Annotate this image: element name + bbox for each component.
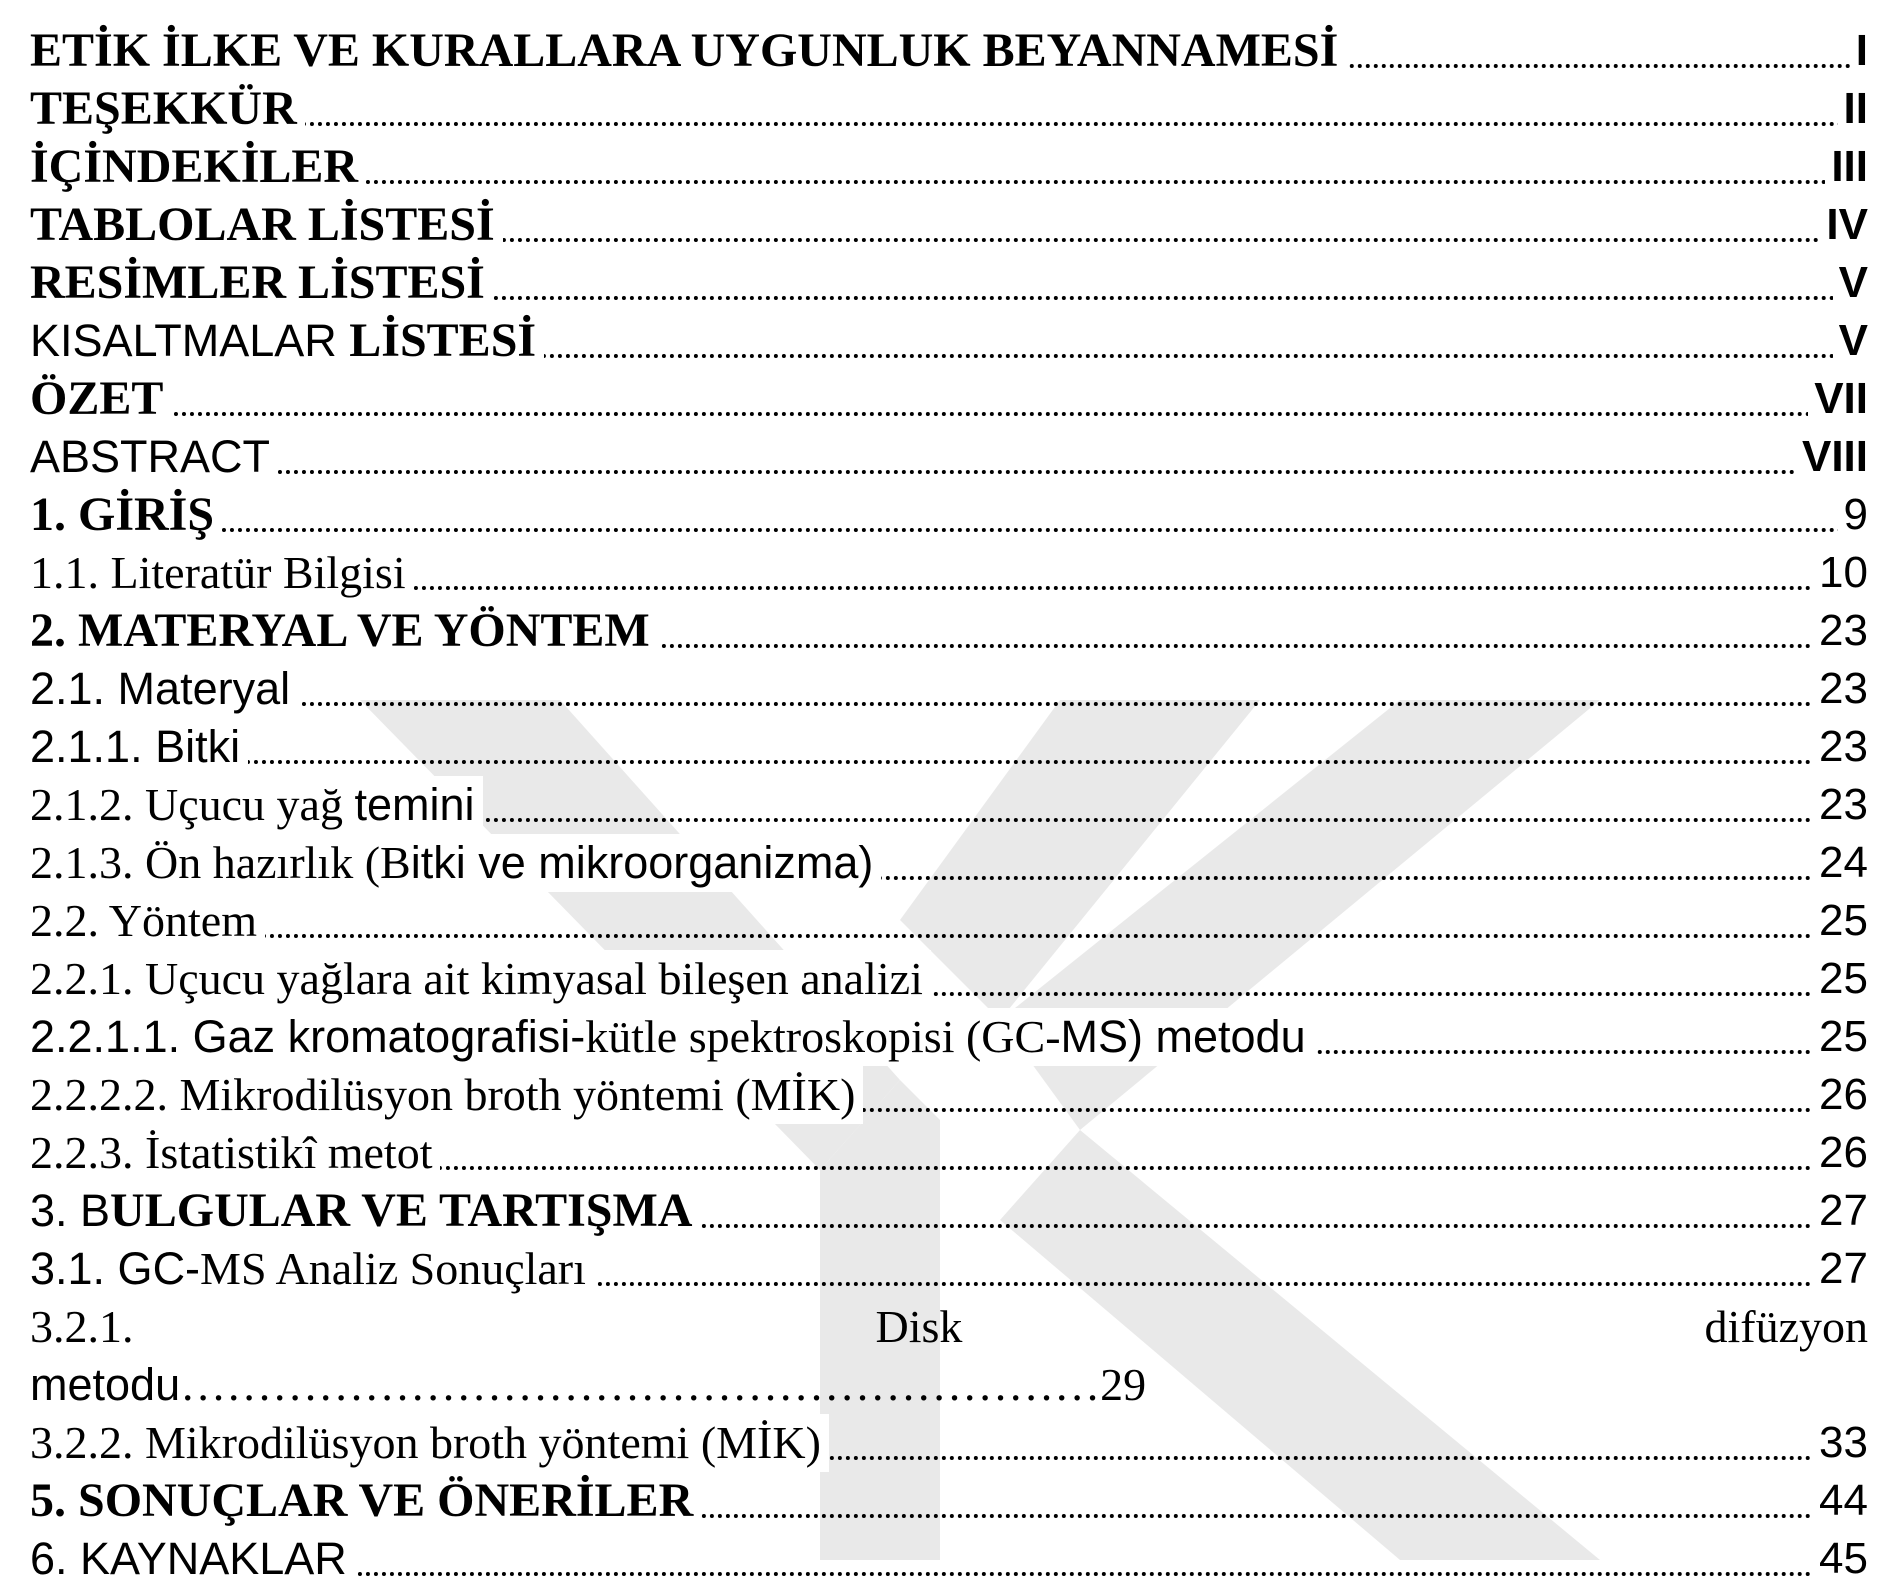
toc-entry-page: 25: [1813, 950, 1868, 1008]
leader-dots: [30, 934, 1868, 938]
toc-entry-title: 2.2.1. Uçucu yağlara ait kimyasal bileşen analizi: [30, 950, 931, 1008]
toc-entry-title: 6. KAYNAKLAR: [30, 1530, 355, 1588]
toc-entry-title: [30, 834, 881, 892]
toc-entry-title: ABSTRACT: [30, 428, 278, 486]
toc-entry-page: 33: [1813, 1414, 1868, 1472]
toc-entry-title: 2.1.1. Bitki: [30, 718, 248, 776]
toc-entry[interactable]: [30, 80, 1868, 138]
toc-entry-page: VII: [1808, 370, 1868, 428]
toc-entry-title: 1. GİRİŞ: [30, 486, 222, 544]
toc-entry-title-part: MS) metodu: [1060, 1011, 1306, 1062]
toc-entry[interactable]: [30, 1414, 1868, 1472]
leader-dots: [30, 528, 1868, 532]
toc-entry-title: 2.2.3. İstatistikî metot: [30, 1124, 440, 1182]
toc-entry-title: 5. SONUÇLAR VE ÖNERİLER: [30, 1472, 701, 1530]
toc-entry-title-part: 3.1. GC-: [30, 1243, 201, 1294]
toc-entry-leader-page: ……………………………………………………29: [180, 1359, 1147, 1410]
toc-entry-page: 25: [1813, 892, 1868, 950]
toc-entry-title: 2.1. Materyal: [30, 660, 298, 718]
toc-entry[interactable]: [30, 1008, 1868, 1066]
toc-entry-title-part: ULGULAR VE TARTIŞMA: [110, 1184, 693, 1237]
toc-entry-title-part: 2.2.1.1. Gaz kromatografisi-: [30, 1011, 586, 1062]
toc-entry-page: 24: [1813, 834, 1868, 892]
toc-entry-page: V: [1833, 254, 1868, 312]
toc-entry-title-part: 2.1.2. Uçucu yağ: [30, 779, 355, 830]
leader-dots: [30, 760, 1868, 764]
toc-entry-title-part: KISALTMALAR: [30, 315, 350, 366]
toc-entry-title-part: 3. B: [30, 1185, 111, 1236]
toc-entry-number: 3.2.1.: [30, 1301, 134, 1352]
toc-entry-title-part: MS Analiz Sonuçları: [200, 1243, 586, 1294]
table-of-contents: [30, 22, 1868, 1588]
toc-entry-title: [30, 312, 544, 370]
toc-entry-page: 9: [1838, 486, 1868, 544]
toc-entry-title: 1.1. Literatür Bilgisi: [30, 544, 414, 602]
toc-entry-page: 25: [1813, 1008, 1868, 1066]
toc-entry-continuation[interactable]: [30, 1356, 1868, 1414]
leader-dots: [30, 412, 1868, 416]
toc-entry-title: [30, 1240, 594, 1298]
toc-entry-title: 2. MATERYAL VE YÖNTEM: [30, 602, 658, 660]
toc-entry[interactable]: [30, 370, 1868, 428]
toc-entry[interactable]: [30, 486, 1868, 544]
toc-entry-page: III: [1825, 138, 1868, 196]
toc-entry[interactable]: [30, 428, 1868, 486]
toc-entry-page: 10: [1813, 544, 1868, 602]
toc-entry-page: 27: [1813, 1240, 1868, 1298]
toc-entry-title: TEŞEKKÜR: [30, 80, 305, 138]
toc-entry[interactable]: [30, 892, 1868, 950]
toc-entry[interactable]: [30, 950, 1868, 1008]
toc-entry-word: metodu: [30, 1359, 181, 1410]
toc-entry[interactable]: [30, 602, 1868, 660]
toc-entry[interactable]: [30, 660, 1868, 718]
toc-entry-title-part: LİSTESİ: [349, 314, 537, 367]
toc-entry[interactable]: [30, 254, 1868, 312]
toc-entry-page: 27: [1813, 1182, 1868, 1240]
toc-entry-page: 23: [1813, 660, 1868, 718]
toc-entry-page: 45: [1813, 1530, 1868, 1588]
toc-entry-title: ETİK İLKE VE KURALLARA UYGUNLUK BEYANNAMESİ: [30, 22, 1346, 80]
toc-entry-page: II: [1838, 80, 1868, 138]
toc-entry[interactable]: [30, 834, 1868, 892]
toc-entry-page: 26: [1813, 1066, 1868, 1124]
toc-entry-title: ÖZET: [30, 370, 171, 428]
toc-entry-justified[interactable]: [30, 1298, 1868, 1356]
toc-entry[interactable]: [30, 544, 1868, 602]
leader-dots: [30, 122, 1868, 126]
toc-entry[interactable]: [30, 776, 1868, 834]
toc-entry[interactable]: [30, 1182, 1868, 1240]
toc-entry-title: 3.2.2. Mikrodilüsyon broth yöntemi (MİK): [30, 1414, 829, 1472]
toc-entry-page: 23: [1813, 602, 1868, 660]
toc-entry-page: VIII: [1796, 428, 1868, 486]
toc-entry-title: İÇİNDEKİLER: [30, 138, 366, 196]
toc-entry[interactable]: [30, 718, 1868, 776]
toc-entry-page: V: [1833, 312, 1868, 370]
toc-entry-word: Disk: [875, 1301, 963, 1352]
toc-entry[interactable]: [30, 138, 1868, 196]
toc-entry-page: I: [1850, 22, 1868, 80]
toc-entry-title-part: itki ve mikroorganizma): [410, 837, 874, 888]
leader-dots: [30, 702, 1868, 706]
toc-entry-title: RESİMLER LİSTESİ: [30, 254, 493, 312]
toc-entry-page: IV: [1820, 196, 1868, 254]
toc-entry-title: 2.2.2.2. Mikrodilüsyon broth yöntemi (MİK): [30, 1066, 863, 1124]
toc-entry-title: TABLOLAR LİSTESİ: [30, 196, 503, 254]
toc-entry-page: 44: [1813, 1472, 1868, 1530]
toc-entry-title: [30, 776, 483, 834]
toc-entry-page: 23: [1813, 718, 1868, 776]
toc-entry-title: 2.2. Yöntem: [30, 892, 265, 950]
toc-entry[interactable]: [30, 22, 1868, 80]
toc-entry[interactable]: [30, 1472, 1868, 1530]
toc-entry[interactable]: [30, 312, 1868, 370]
toc-entry[interactable]: [30, 196, 1868, 254]
toc-entry-title-part: kütle spektroskopisi (GC-: [585, 1011, 1061, 1062]
toc-entry[interactable]: [30, 1530, 1868, 1588]
toc-entry[interactable]: [30, 1240, 1868, 1298]
toc-entry[interactable]: [30, 1066, 1868, 1124]
leader-dots: [30, 470, 1868, 474]
toc-entry-word: difüzyon: [1704, 1301, 1868, 1352]
toc-entry-title-part: temini: [354, 779, 475, 830]
toc-entry-title: [30, 1008, 1314, 1066]
toc-entry-title-part: 2.1.3. Ön hazırlık (B: [30, 837, 411, 888]
toc-entry-title: [30, 1182, 700, 1240]
toc-entry[interactable]: [30, 1124, 1868, 1182]
toc-entry-page: 23: [1813, 776, 1868, 834]
toc-entry-page: 26: [1813, 1124, 1868, 1182]
